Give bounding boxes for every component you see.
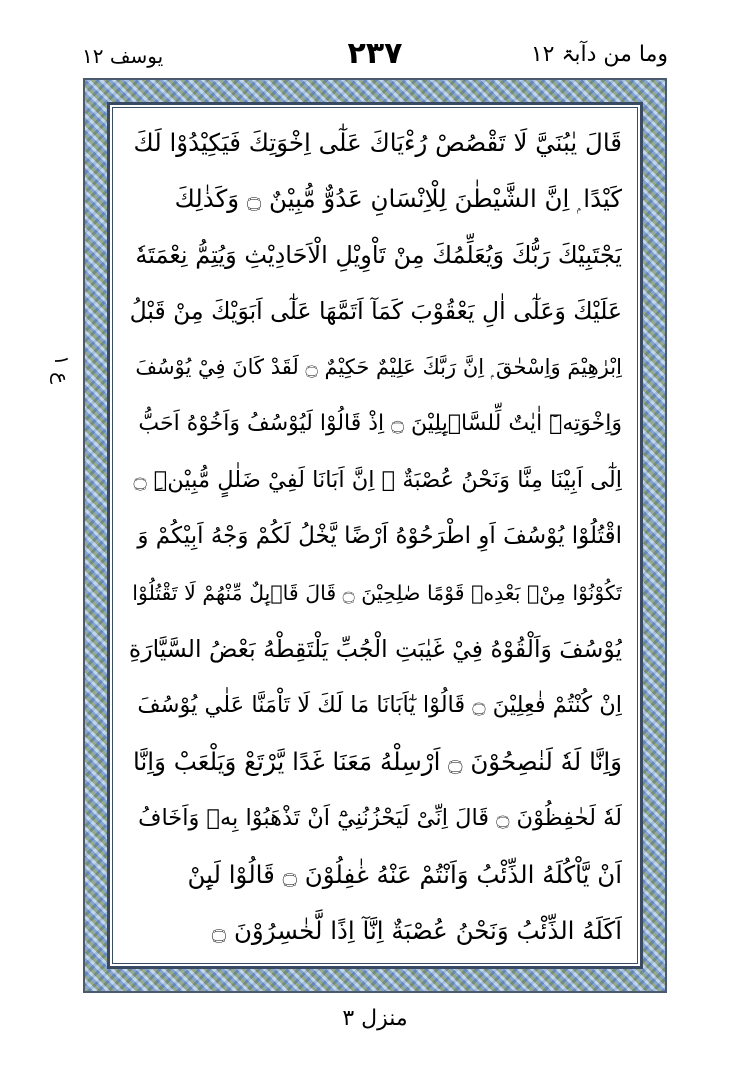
verse-line: يُوْسُفَ وَاَلْقُوْهُ فِيْ غَيٰبَتِ الْجُبِّ يَلْتَقِطْهُ بَعْضُ السَّيَّارَةِ — [128, 635, 622, 664]
ruku-mark: ع ۱ — [50, 355, 74, 385]
verse-line: كَيْدًا ۭ اِنَّ الشَّيْطٰنَ لِلْاِنْسَانِ عَدُوٌّ مُّبِيْنٌ ۝ وَكَذٰلِكَ — [174, 183, 622, 213]
verse-line: قَالَ يٰبُنَيَّ لَا تَقْصُصْ رُءْيَاكَ عَلٰٓى اِخْوَتِكَ فَيَكِيْدُوْا لَكَ — [133, 127, 622, 157]
ornamental-border — [83, 78, 667, 993]
verse-line: اَنْ يَّاْكُلَهُ الذِّئْبُ وَاَنْتُمْ عَنْهُ غٰفِلُوْنَ ۝ قَالُوْا لَىِٕنْ — [187, 859, 622, 889]
verse-line: عَلَيْكَ وَعَلٰٓى اٰلِ يَعْقُوْبَ كَمَآ اَتَمَّهَا عَلٰٓى اَبَوَيْكَ مِنْ قَبْلُ — [129, 297, 622, 326]
verse-lines — [128, 115, 622, 958]
verse-line: اقْتُلُوْا يُوْسُفَ اَوِ اطْرَحُوْهُ اَرْضًا يَّخْلُ لَكُمْ وَجْهُ اَبِيْكُمْ وَ — [137, 523, 622, 550]
verse-line: اَكَلَهُ الذِّئْبُ وَنَحْنُ عُصْبَةٌ اِنَّآ اِذًا لَّخٰسِرُوْنَ ۝ — [211, 916, 622, 946]
text-panel — [107, 102, 643, 969]
verse-line: وَاِخْوَتِهٖٓ اٰيٰتٌ لِّلسَّاۗىِٕلِيْنَ ۝ اِذْ قَالُوْا لَيُوْسُفُ وَاَخُوْهُ اَحَبُّ — [138, 411, 622, 437]
verse-line: لَهٗ لَحٰفِظُوْنَ ۝ قَالَ اِنِّىْ لَيَحْزُنُنِيْٓ اَنْ تَذْهَبُوْا بِهٖ وَاَخَافُ — [138, 805, 622, 832]
page-header — [80, 36, 670, 78]
verse-line: اِلٰٓى اَبِيْنَا مِنَّا وَنَحْنُ عُصْبَةٌ ۭ اِنَّ اَبَانَا لَفِيْ ضَلٰلٍ مُّبِيْنِۨ ۝ — [133, 467, 622, 494]
page-number: ۲۳۷ — [347, 36, 403, 71]
verse-line: وَاِنَّا لَهٗ لَنٰصِحُوْنَ ۝ اَرْسِلْهُ مَعَنَا غَدًا يَّرْتَعْ وَيَلْعَبْ وَاِنَّا — [132, 747, 622, 777]
surah-name: یوسف ۱۲ — [82, 44, 164, 68]
verse-line: اِنْ كُنْتُمْ فٰعِلِيْنَ ۝ قَالُوْا يٰٓاَبَانَا مَا لَكَ لَا تَاْمَنَّا عَلٰي يُوْسُفَ — [137, 692, 622, 719]
verse-line: تَكُوْنُوْا مِنْۢ بَعْدِهٖ قَوْمًا صٰلِحِيْنَ ۝ قَالَ قَاۗىِٕلٌ مِّنْهُمْ لَا تَقْتُلُوْا — [132, 580, 622, 605]
verse-line: يَجْتَبِيْكَ رَبُّكَ وَيُعَلِّمُكَ مِنْ تَاْوِيْلِ الْاَحَادِيْثِ وَيُتِمُّ نِعْمَتَهٗ — [135, 240, 622, 269]
verse-line: اِبْرٰهِيْمَ وَاِسْحٰقَ ۭ اِنَّ رَبَّكَ عَلِيْمٌ حَكِيْمٌ ۝ لَقَدْ كَانَ فِيْ يُوْسُفَ — [135, 354, 622, 379]
para-name: وما من دآبۃ ۱۲ — [530, 42, 668, 67]
manzil-footer: منزل ۳ — [342, 1006, 408, 1031]
